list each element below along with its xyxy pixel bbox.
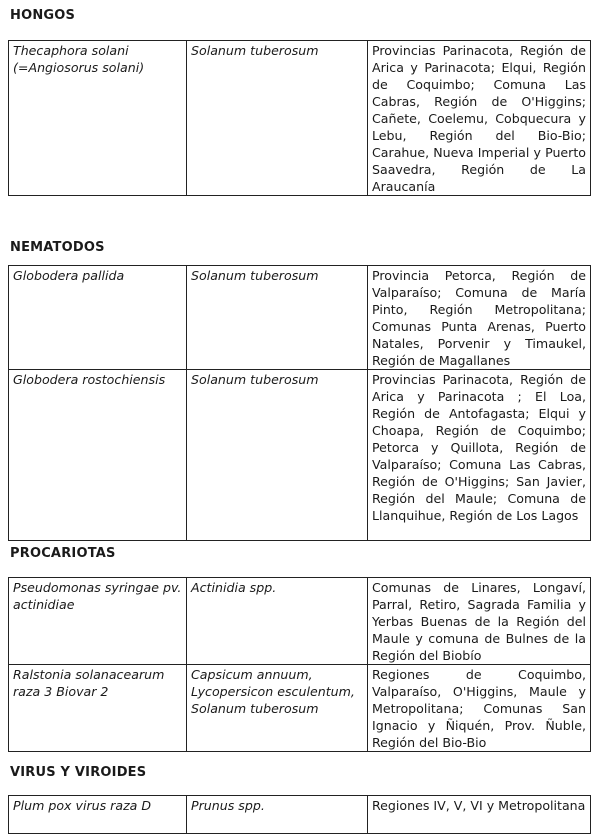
host-cell: Solanum tuberosum <box>187 266 368 370</box>
host-cell: Prunus spp. <box>187 796 368 834</box>
organism-cell: Thecaphora solani (=Angiosorus solani) <box>9 41 187 196</box>
regions-cell: Regiones de Coquimbo, Valparaíso, O'Higgins, Maule y Metropolitana; Comunas San Ignacio y Ñiquén, Prov. Ñuble, Región del Bio-Bio <box>368 665 591 752</box>
regions-cell: Provincias Parinacota, Región de Arica y Parinacota; Elqui, Región de Coquimbo; Comuna Las Cabras, Región de O'Higgins; Cañete, Coelemu, Cobquecura y Lebu, Región del Bio-Bio; Carahue, Nueva Imperial y Puerto Saavedra, Región de La Araucanía <box>368 41 591 196</box>
table-virus-y-viroides <box>8 795 591 834</box>
organism-cell: Globodera pallida <box>9 266 187 370</box>
host-cell: Solanum tuberosum <box>187 41 368 196</box>
host-cell: Solanum tuberosum <box>187 370 368 541</box>
table-row <box>9 796 591 834</box>
regions-cell: Provincia Petorca, Región de Valparaíso; Comuna de María Pinto, Región Metropolitana; Comunas Punta Arenas, Puerto Natales, Porvenir y Timaukel, Región de Magallanes <box>368 266 591 370</box>
organism-cell: Pseudomonas syringae pv. actinidiae <box>9 578 187 665</box>
section-heading-nematodos: NEMATODOS <box>10 240 105 255</box>
table-nematodos <box>8 265 591 541</box>
table-row <box>9 665 591 752</box>
table-row <box>9 370 591 541</box>
organism-cell: Ralstonia solanacearum raza 3 Biovar 2 <box>9 665 187 752</box>
table-procariotas <box>8 577 591 752</box>
table-row <box>9 41 591 196</box>
regions-cell: Provincias Parinacota, Región de Arica y Parinacota ; El Loa, Región de Antofagasta; Elqui y Choapa, Región de Coquimbo; Petorca y Quillota, Región de Valparaíso; Comuna Las Cabras, Región de O'Higgins; San Javier, Región del Maule; Comuna de Llanquihue, Región de Los Lagos <box>368 370 591 541</box>
organism-cell: Plum pox virus raza D <box>9 796 187 834</box>
section-heading-hongos: HONGOS <box>10 8 76 23</box>
table-row <box>9 266 591 370</box>
organism-cell: Globodera rostochiensis <box>9 370 187 541</box>
host-cell: Actinidia spp. <box>187 578 368 665</box>
table-hongos <box>8 40 591 196</box>
host-cell: Capsicum annuum, Lycopersicon esculentum, Solanum tuberosum <box>187 665 368 752</box>
section-heading-virus-y-viroides: VIRUS Y VIROIDES <box>10 765 147 780</box>
section-heading-procariotas: PROCARIOTAS <box>10 546 116 561</box>
regions-cell: Comunas de Linares, Longaví, Parral, Retiro, Sagrada Familia y Yerbas Buenas de la Región del Maule y comuna de Bulnes de la Región del Biobío <box>368 578 591 665</box>
table-row <box>9 578 591 665</box>
regions-cell: Regiones IV, V, VI y Metropolitana <box>368 796 591 834</box>
